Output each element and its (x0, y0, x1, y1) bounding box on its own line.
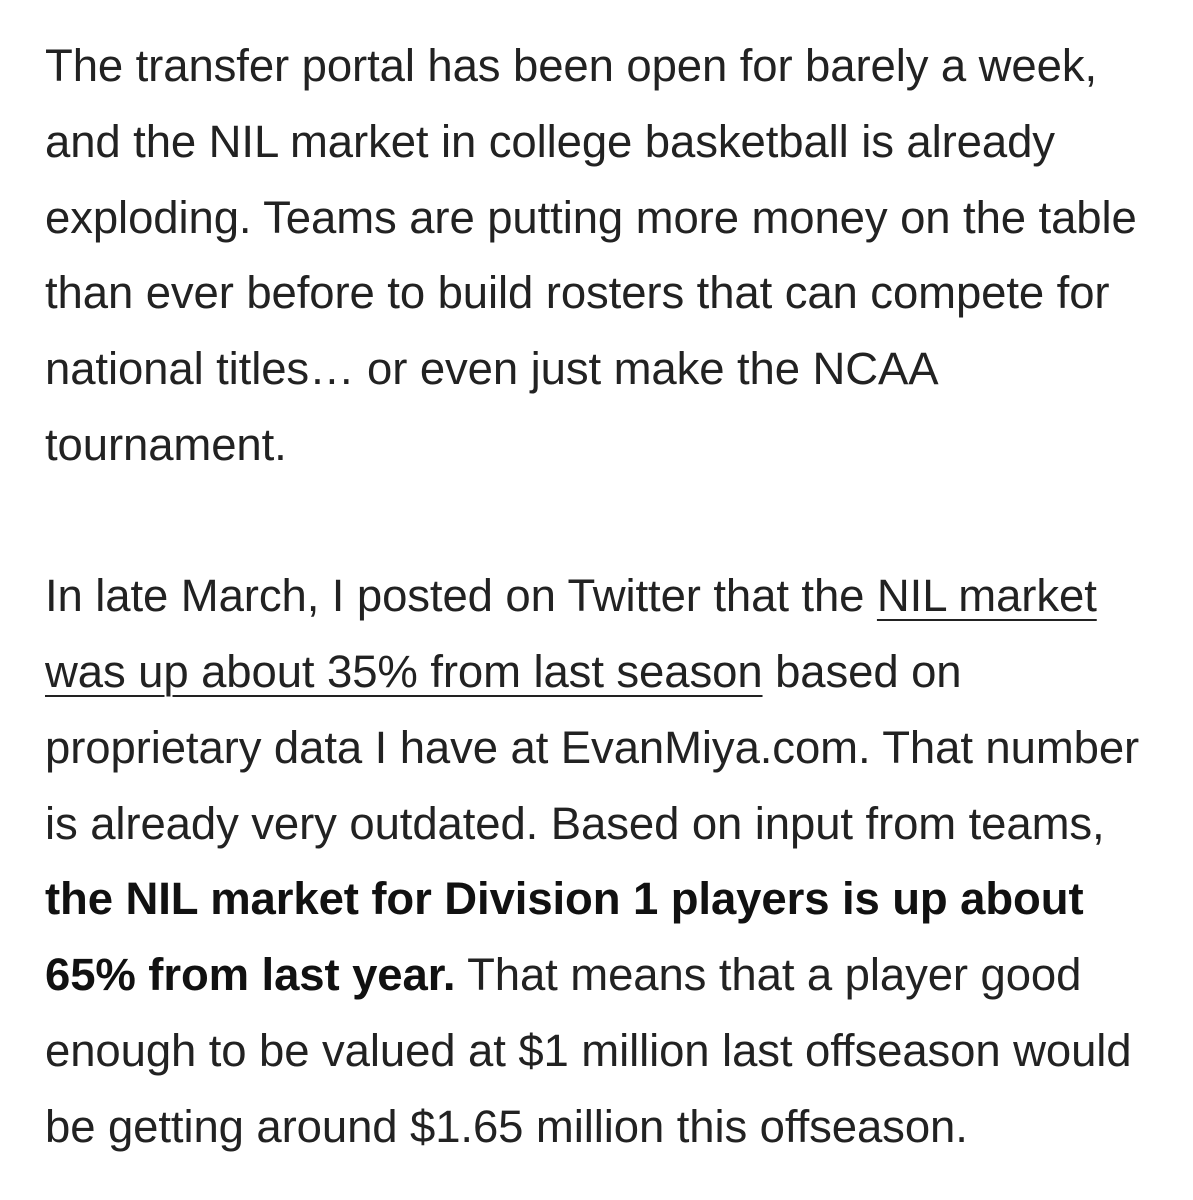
twitter-post-link[interactable]: NIL market was up about 35% from last season (45, 570, 1097, 698)
article-body (45, 28, 1165, 1165)
paragraph-ending-text: That means that a player good enough to be valued at $1 million last offseason would be getting around $1.65 million this offseason. (45, 949, 1132, 1152)
paragraph-nil-market (45, 558, 1165, 1164)
bold-highlight-text: the NIL market for Division 1 players is up about 65% from last year. (45, 873, 1084, 1001)
paragraph-intro-text: In late March, I posted on Twitter that the (45, 570, 877, 622)
paragraph-portal-intro: The transfer portal has been open for barely a week, and the NIL market in college basketball is already exploding. Teams are putting more money on the table than ever before to build rosters that can compete for national titles… or even just make the NCAA tournament. (45, 40, 1137, 470)
paragraph-middle-text: based on proprietary data I have at EvanMiya.com. That number is already very outdated. Based on input from teams, (45, 646, 1140, 849)
